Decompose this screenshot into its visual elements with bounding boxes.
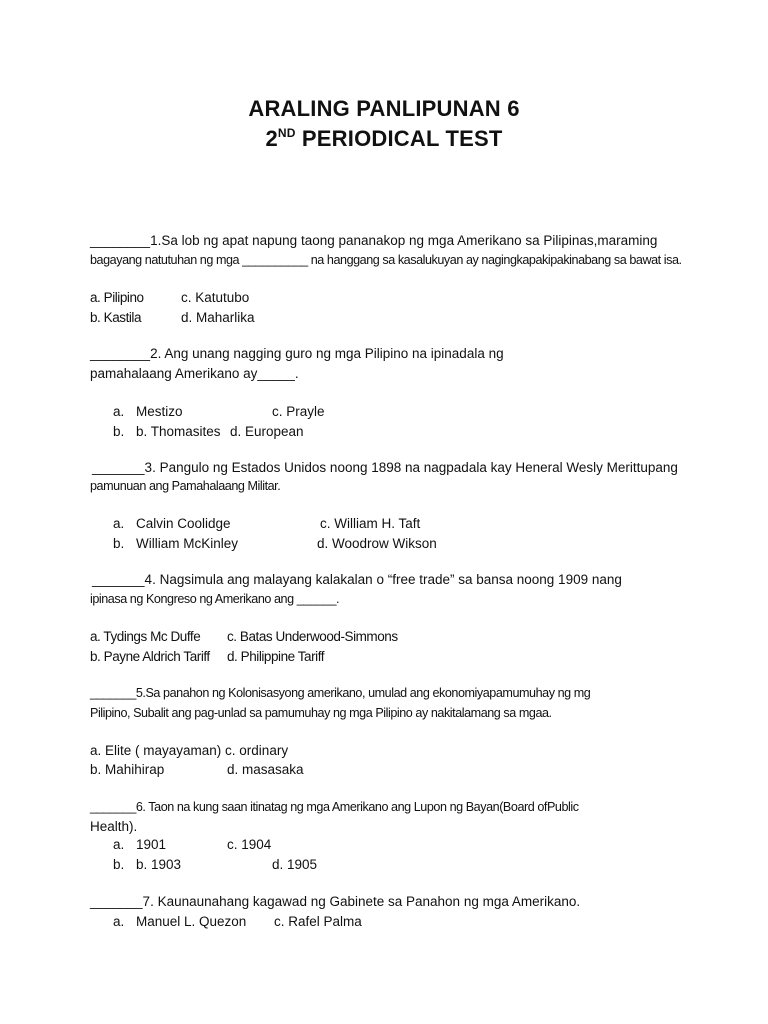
question-6-option-b: b. 1903 <box>136 857 182 872</box>
question-2-marker-b: b. <box>113 424 125 439</box>
subtitle-ordinal-suffix: ND <box>277 126 296 140</box>
question-7-option-c: c. Rafel Palma <box>274 914 362 929</box>
question-2-option-b: b. Thomasites <box>136 424 221 439</box>
question-5-option-d: d. masasaka <box>227 762 304 777</box>
question-7-line-1: _______7. Kaunaunahang kagawad ng Gabinete sa Panahon ng mga Amerikano. <box>90 894 581 909</box>
question-6-option-d: d. 1905 <box>272 857 318 872</box>
question-2-option-d: d. European <box>230 424 304 439</box>
question-2-line-1: ________2. Ang unang nagging guro ng mga Pilipino na ipinadala ng <box>90 346 504 361</box>
question-6-marker-a: a. <box>113 837 125 852</box>
question-2-option-c: c. Prayle <box>272 404 325 419</box>
question-1-option-a: a. Pilipino <box>90 290 144 305</box>
question-3-marker-a: a. <box>113 516 125 531</box>
question-1-line-1: ________1.Sa lob ng apat napung taong pananakop ng mga Amerikano sa Pilipinas,maraming <box>90 233 658 248</box>
question-6-option-a: 1901 <box>136 837 167 852</box>
question-4-option-b: b. Payne Aldrich Tariff <box>90 649 210 664</box>
question-6-line-2: Health). <box>90 819 138 834</box>
subtitle-number: 2 <box>265 126 278 151</box>
question-5-line-1: _______5.Sa panahon ng Kolonisasyong amerikano, umulad ang ekonomiyapamumuhay ng mg <box>90 686 591 700</box>
question-6-marker-b: b. <box>113 857 125 872</box>
question-1-line-2: bagayang natutuhan ng mga __________ na hanggang sa kasalukuyan ay nagingkapakipakinabang sa bawat isa. <box>90 253 682 267</box>
question-4-option-c: c. Batas Underwood-Simmons <box>227 629 398 644</box>
question-1-option-b: b. Kastila <box>90 310 142 325</box>
question-3-marker-b: b. <box>113 536 125 551</box>
question-3-line-1: _______3. Pangulo ng Estados Unidos noong 1898 na nagpadala kay Heneral Wesly Merittupang <box>92 460 678 475</box>
question-5-line-2: Pilipino, Subalit ang pag-unlad sa pamumuhay ng mga Pilipino ay nakitalamang sa mgaa. <box>90 706 552 720</box>
question-3-option-d: d. Woodrow Wikson <box>317 536 437 551</box>
question-2-option-a: Mestizo <box>136 404 183 419</box>
question-3-line-2: pamunuan ang Pamahalaang Militar. <box>90 479 281 493</box>
question-2-marker-a: a. <box>113 404 125 419</box>
question-1-option-d: d. Maharlika <box>181 310 255 325</box>
question-6-option-c: c. 1904 <box>227 837 272 852</box>
page-subtitle <box>0 126 768 152</box>
question-4-line-1: _______4. Nagsimula ang malayang kalakalan o “free trade” sa bansa noong 1909 nang <box>92 572 622 587</box>
question-4-line-2: ipinasa ng Kongreso ng Amerikano ang ______. <box>90 592 340 606</box>
question-4-option-a: a. Tydings Mc Duffe <box>90 629 201 644</box>
question-5-option-b: b. Mahihirap <box>90 762 165 777</box>
question-3-option-c: c. William H. Taft <box>320 516 421 531</box>
question-7-option-a: Manuel L. Quezon <box>136 914 247 929</box>
question-4-option-d: d. Philippine Tariff <box>227 649 325 664</box>
page-title: ARALING PANLIPUNAN 6 <box>248 96 520 121</box>
question-6-line-1: _______6. Taon na kung saan itinatag ng mga Amerikano ang Lupon ng Bayan(Board ofPublic <box>90 800 579 814</box>
question-5-option-a-c: a. Elite ( mayayaman) c. ordinary <box>90 743 289 758</box>
subtitle-text: PERIODICAL TEST <box>295 126 503 151</box>
question-3-option-b: William McKinley <box>136 536 239 551</box>
question-2-line-2: pamahalaang Amerikano ay_____. <box>90 366 299 381</box>
question-7-marker-a: a. <box>113 914 125 929</box>
question-1-option-c: c. Katutubo <box>181 290 250 305</box>
question-3-option-a: Calvin Coolidge <box>136 516 231 531</box>
